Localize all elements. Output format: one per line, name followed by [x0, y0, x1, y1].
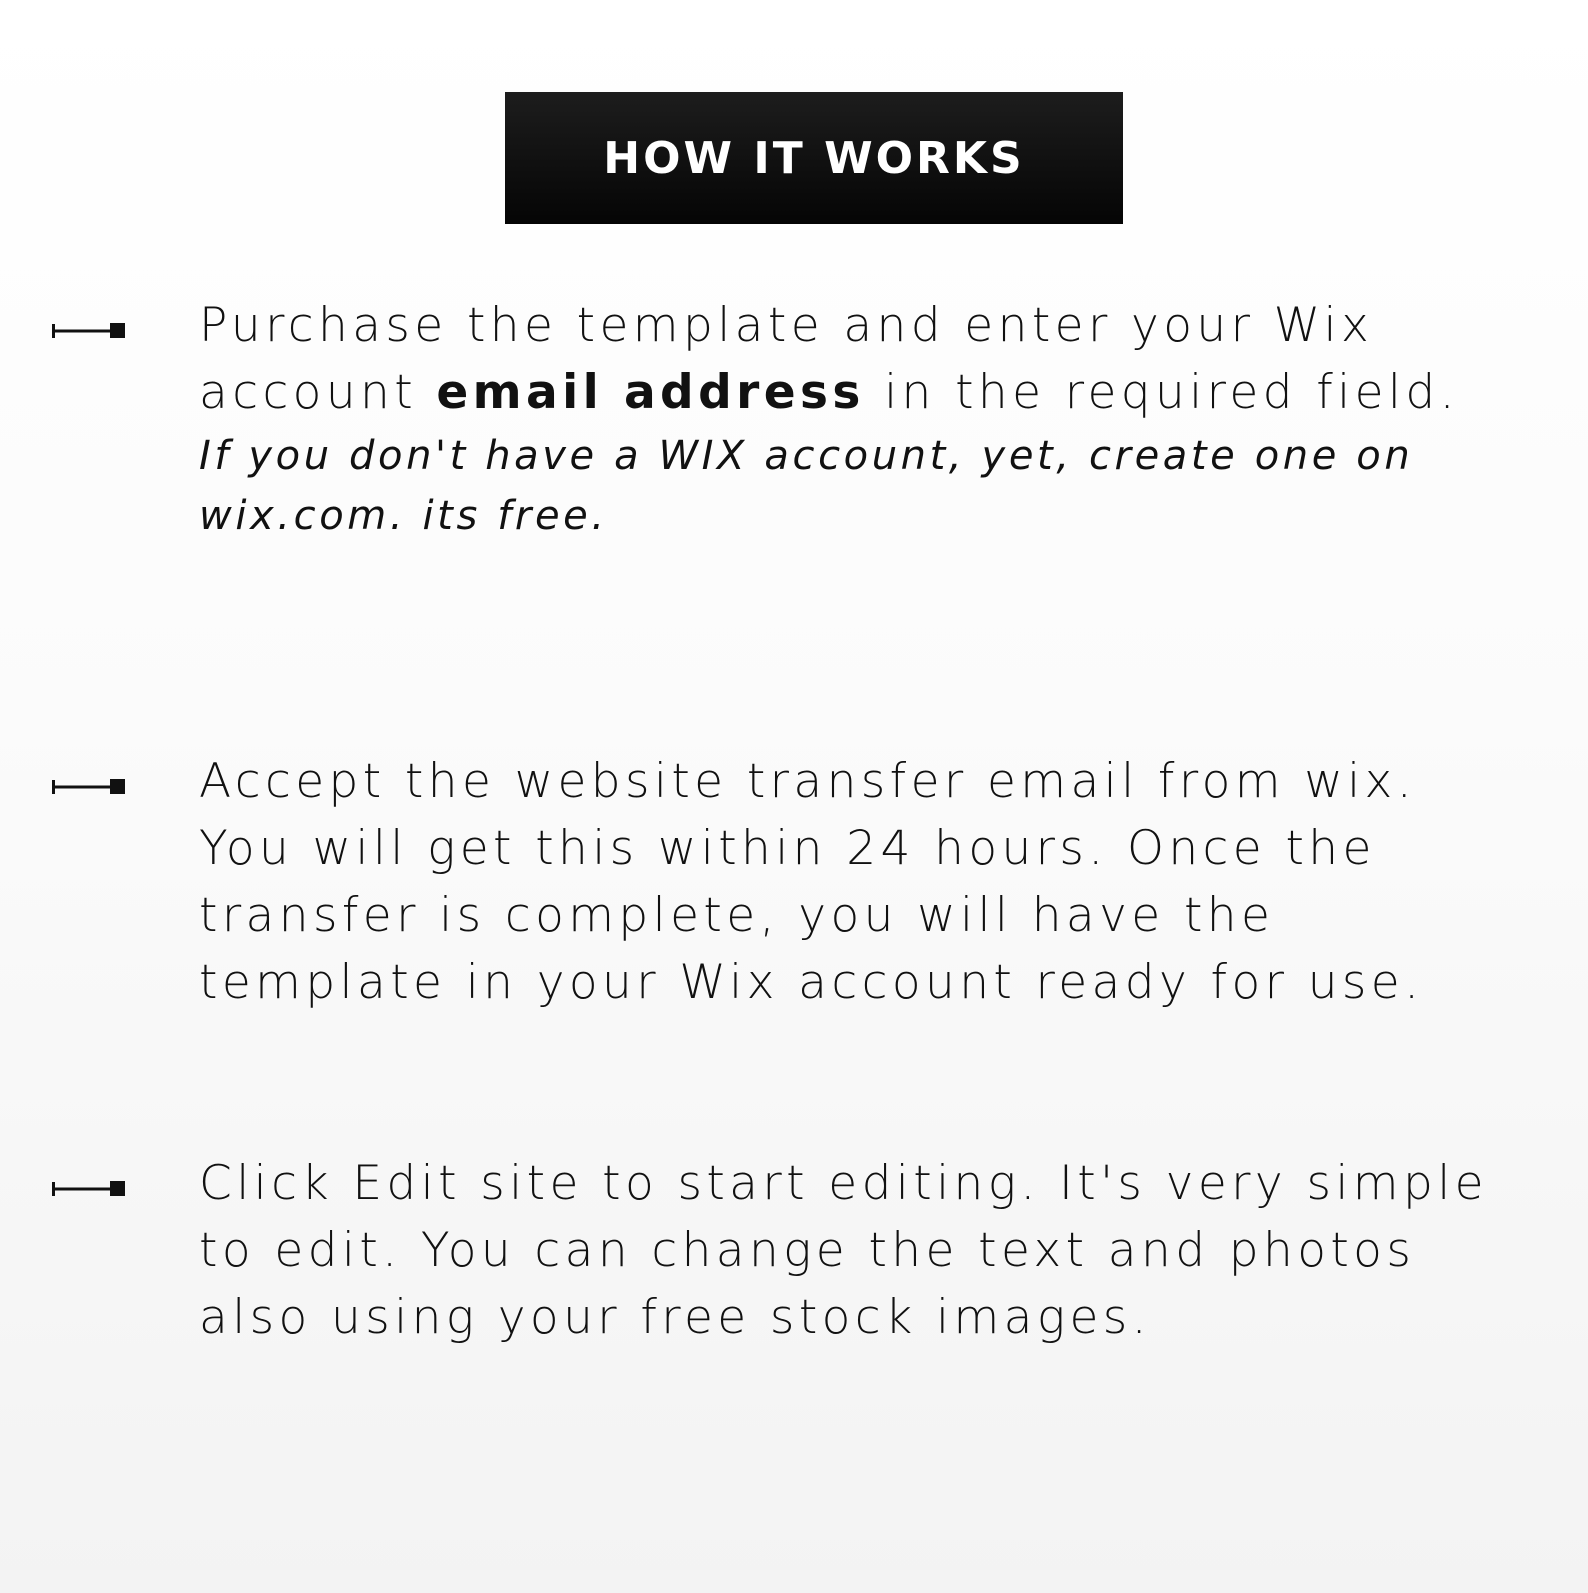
- arrow-right-icon: [52, 320, 128, 342]
- step-1-text-part2: in the required field.: [864, 365, 1459, 420]
- step-3-body: [199, 1150, 1489, 1351]
- step-2-text: Accept the website transfer email from wix. You will get this within 24 hours. Once the transfer is complete, you will have the template in your Wix account ready for use.: [199, 754, 1424, 1010]
- arrow-right-icon: [52, 776, 128, 798]
- page-title: HOW IT WORKS: [603, 132, 1025, 184]
- step-1-text: [199, 292, 1489, 426]
- step-3-text: Click Edit site to start editing. It's very simple to edit. You can change the text and photos also using your free stock images.: [199, 1156, 1488, 1345]
- step-1-note: If you don't have a WIX account, yet, create one on wix.com. its free.: [199, 433, 1414, 539]
- step-1-body: [199, 292, 1489, 546]
- how-it-works-banner: [505, 92, 1123, 224]
- step-1-text-part1: Purchase the template and enter your Wix account: [199, 298, 1374, 420]
- step-1-text-bold: email address: [436, 365, 865, 420]
- step-2-body: [199, 748, 1489, 1016]
- arrow-right-icon: [52, 1178, 128, 1200]
